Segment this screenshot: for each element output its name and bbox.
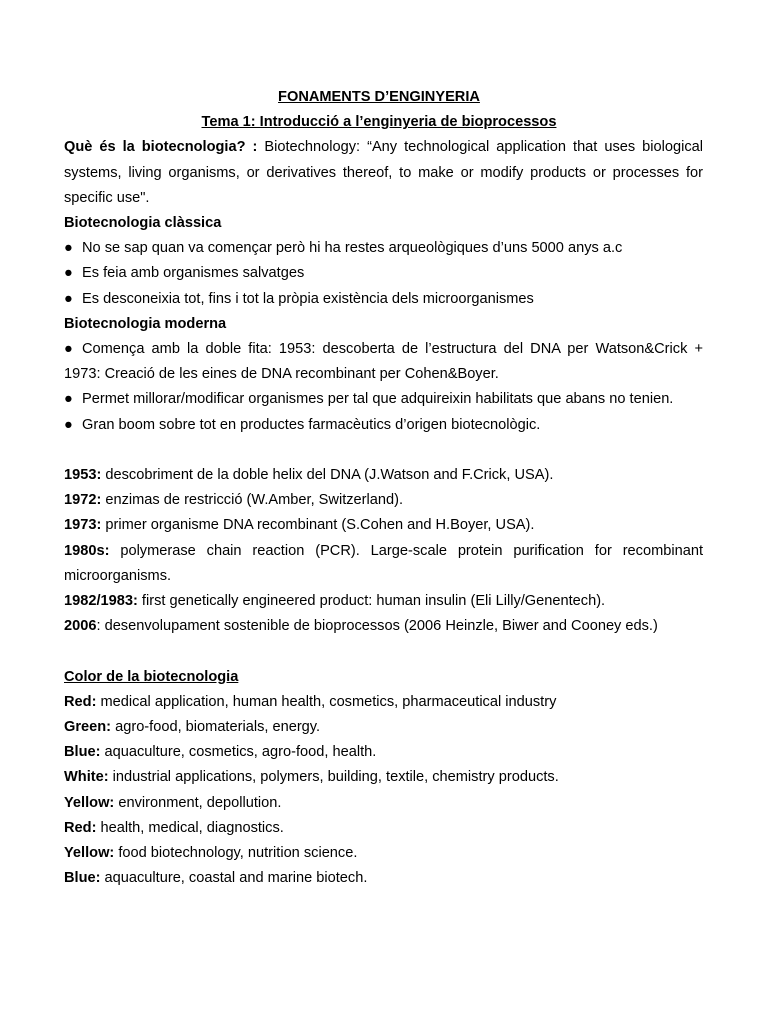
timeline-item: 1980s: polymerase chain reaction (PCR). Large-scale protein purification for recombinant microorganisms. — [64, 542, 703, 584]
timeline-item: 1972: enzimas de restricció (W.Amber, Switzerland). — [64, 492, 404, 509]
color-item: White: industrial applications, polymers, building, textile, chemistry products. — [64, 769, 559, 786]
classic-bullet: ● Es desconeixia tot, fins i tot la pròpia existència dels microorganismes — [55, 287, 703, 312]
intro-text: Biotechnology: “Any technological application that uses biological systems, living organisms, or derivatives thereof, to make or modify products or processes for specific use". — [64, 139, 704, 206]
color-item: Red: health, medical, diagnostics. — [64, 819, 284, 836]
document-page — [55, 85, 703, 891]
color-item: Red: medical application, human health, cosmetics, pharmaceutical industry — [64, 693, 557, 710]
colors-heading: Color de la biotecnologia — [64, 668, 239, 685]
doc-subtitle: Tema 1: Introducció a l’enginyeria de bioprocessos — [201, 114, 557, 131]
color-item: Yellow: food biotechnology, nutrition science. — [64, 845, 358, 862]
bullet-icon: ● — [64, 416, 73, 433]
color-item: Blue: aquaculture, cosmetics, agro-food, health. — [64, 744, 377, 761]
classic-bullet: ● No se sap quan va començar però hi ha restes arqueològiques d’uns 5000 anys a.c — [55, 236, 703, 261]
timeline-item: 1973: primer organisme DNA recombinant (S.Cohen and H.Boyer, USA). — [64, 517, 535, 534]
bullet-icon: ● — [64, 391, 73, 408]
color-item: Green: agro-food, biomaterials, energy. — [64, 719, 321, 736]
modern-bullet: ● Comença amb la doble fita: 1953: descoberta de l’estructura del DNA per Watson&Crick + 1973: Creació de les eines de DNA recombinant per Cohen&Boyer. — [55, 337, 703, 387]
bullet-icon: ● — [64, 341, 73, 358]
bullet-icon: ● — [64, 240, 73, 257]
color-item: Yellow: environment, depollution. — [64, 794, 282, 811]
classic-bullet: ● Es feia amb organismes salvatges — [55, 261, 703, 286]
intro-label: Què és la biotecnologia? : — [64, 139, 258, 156]
bullet-icon: ● — [64, 290, 73, 307]
bullet-icon: ● — [64, 265, 73, 282]
modern-heading: Biotecnologia moderna — [64, 315, 227, 332]
doc-title: FONAMENTS D’ENGINYERIA — [278, 89, 480, 105]
modern-bullet: ● Permet millorar/modificar organismes per tal que adquireixin habilitats que abans no tenien. — [55, 387, 703, 412]
intro-paragraph — [55, 135, 703, 211]
color-item: Blue: aquaculture, coastal and marine biotech. — [64, 870, 368, 887]
timeline-item: 1953: descobriment de la doble helix del DNA (J.Watson and F.Crick, USA). — [64, 467, 554, 484]
timeline-item: 2006: desenvolupament sostenible de bioprocessos (2006 Heinzle, Biwer and Cooney eds.) — [64, 618, 658, 635]
classic-heading: Biotecnologia clàssica — [64, 215, 222, 232]
timeline-item: 1982/1983: first genetically engineered product: human insulin (Eli Lilly/Genentech). — [64, 593, 606, 610]
modern-bullet: ● Gran boom sobre tot en productes farmacèutics d’origen biotecnològic. — [55, 413, 703, 438]
